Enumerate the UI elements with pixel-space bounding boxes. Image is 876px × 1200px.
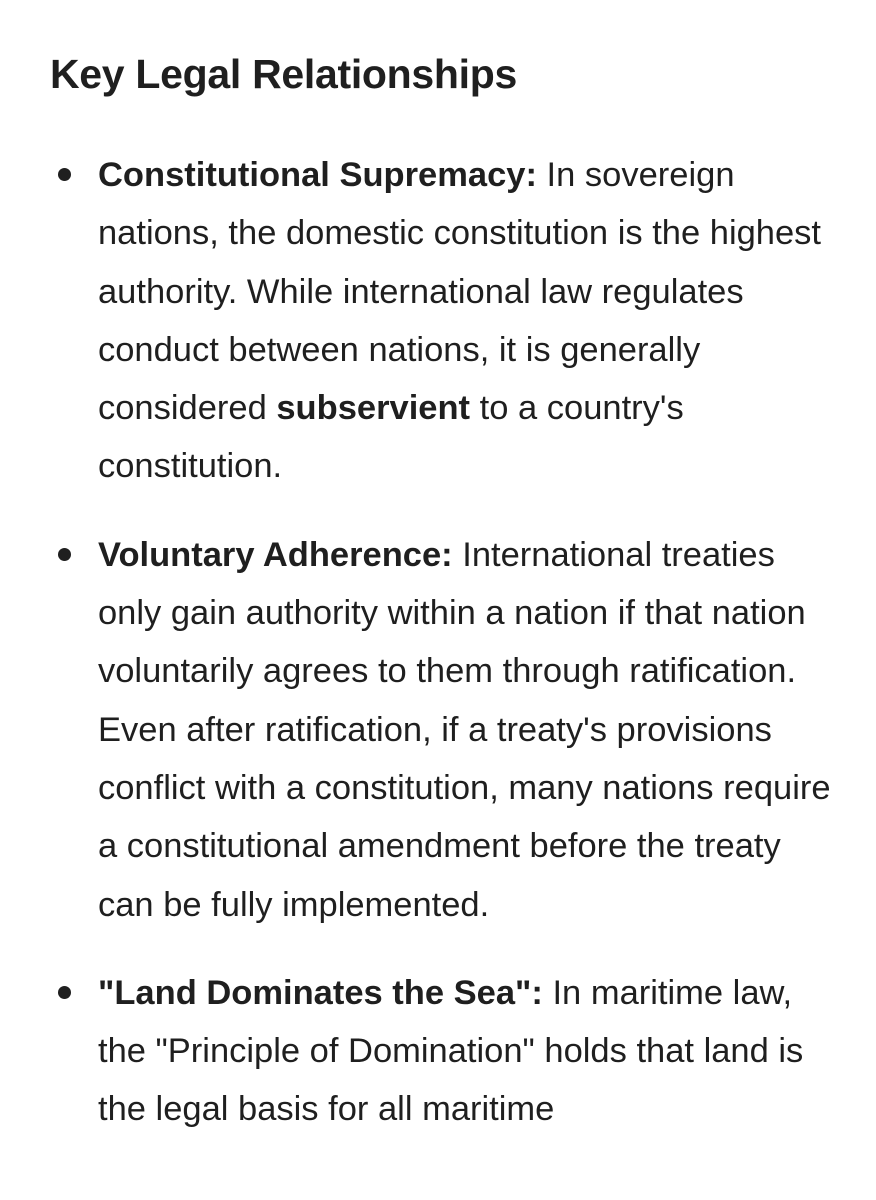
bullet-text: In maritime law, the "Principle of Domination" holds that land is the legal basis for all maritime [98, 973, 804, 1129]
bullet-icon [58, 168, 71, 181]
bullet-icon [58, 548, 71, 561]
bullet-text-end: to a country's constitution. [98, 389, 684, 486]
bullet-term: Constitutional Supremacy: [98, 156, 537, 194]
section-heading: Key Legal Relationships [50, 51, 518, 97]
bullet-term: "Land Dominates the Sea": [98, 973, 543, 1012]
bullet-list [0, 146, 876, 1169]
bullet-text: In sovereign nations, the domestic constitution is the highest authority. While international law regulates conduct between nations, it is generally considered [98, 156, 822, 428]
bullet-term: Voluntary Adherence: [98, 535, 453, 574]
bullet-item-voluntary-adherence [0, 526, 876, 934]
bullet-emphasis: subservient [276, 389, 471, 428]
bullet-item-constitutional-supremacy [0, 146, 876, 496]
bullet-icon [58, 986, 71, 999]
bullet-item-land-dominates-sea [0, 964, 876, 1139]
bullet-text: International treaties only gain authority within a nation if that nation voluntarily agrees to them through ratification. Even after ratification, if a treaty's provisions conflict with a constitution, many nations require a constitutional amendment before the treaty can be fully implemented. [98, 535, 831, 924]
